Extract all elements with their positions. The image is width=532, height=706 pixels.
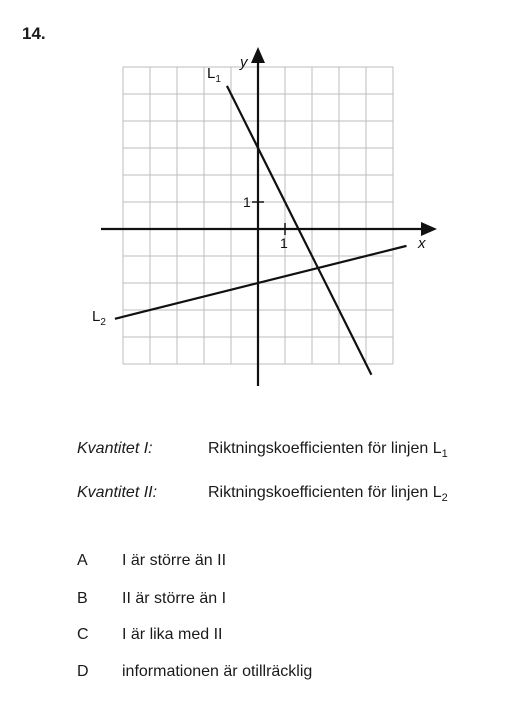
option-b-text: II är större än I: [122, 590, 227, 607]
option-b[interactable]: [77, 590, 226, 608]
option-a-letter: A: [77, 552, 88, 569]
option-a-text: I är större än II: [122, 552, 227, 569]
option-d-letter: D: [77, 663, 89, 680]
option-d-text: informationen är otillräcklig: [122, 663, 313, 680]
quantity-1-index: 1: [441, 448, 448, 461]
option-b-letter: B: [77, 590, 88, 607]
x-tick-label: 1: [280, 235, 288, 251]
y-axis-arrow-icon: [251, 47, 265, 63]
line-l2-label: $L_2$: [92, 308, 106, 328]
line-l2: [115, 246, 407, 319]
quantity-1-text: Riktningskoefficienten för linjen L: [208, 440, 442, 457]
line-l1: [227, 86, 371, 375]
option-c-text: I är lika med II: [122, 626, 223, 643]
x-axis-label: x: [418, 235, 426, 252]
option-c[interactable]: [77, 626, 222, 644]
quantity-2-label: Kvantitet II:: [77, 484, 158, 501]
line-l1-label: $L_1$: [207, 65, 221, 85]
quantity-2-text: Riktningskoefficienten för linjen L: [208, 484, 442, 501]
option-a[interactable]: [77, 552, 226, 570]
question-number: 14.: [22, 24, 46, 43]
quantity-2-index: 2: [441, 492, 448, 505]
quantity-1-label: Kvantitet I:: [77, 440, 153, 457]
y-axis-label: y: [240, 54, 248, 71]
axes: [101, 47, 437, 386]
quantity-2: [77, 484, 448, 504]
y-tick-label: 1: [243, 194, 251, 210]
quantity-1: [77, 440, 448, 460]
option-d[interactable]: [77, 663, 312, 681]
option-c-letter: C: [77, 626, 89, 643]
x-axis-arrow-icon: [421, 222, 437, 236]
